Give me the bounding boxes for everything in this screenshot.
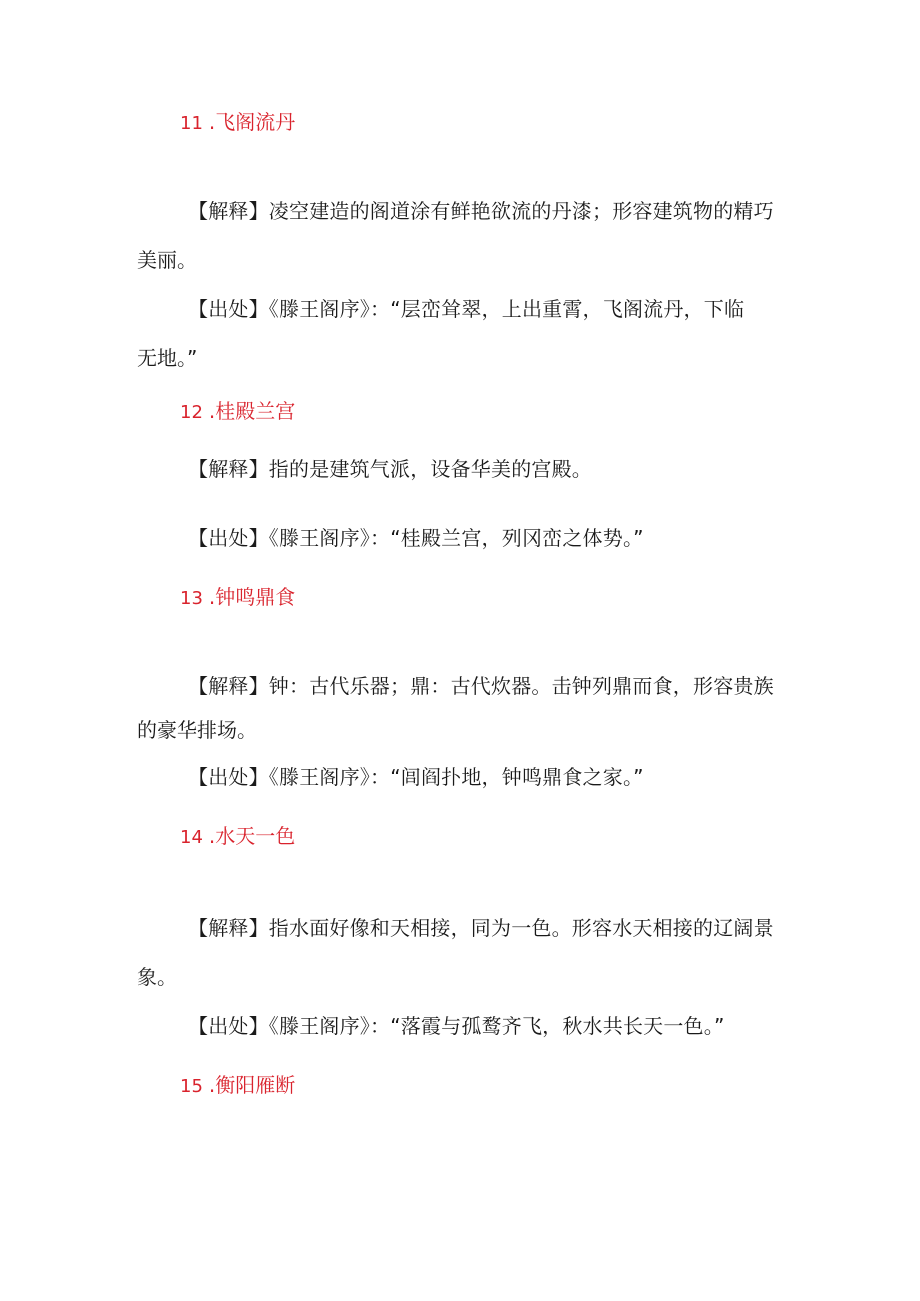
entry-source: 【出处】《滕王阁序》：“层峦耸翠，上出重霄，飞阁流丹，下临 — [188, 297, 745, 321]
entry-number: 11 — [180, 113, 203, 134]
entry-source: 【出处】《滕王阁序》：“桂殿兰宫，列冈峦之体势。” — [188, 526, 644, 550]
entry-number: 12 — [180, 402, 203, 423]
entry-source: 【出处】《滕王阁序》：“闾阎扑地，钟鸣鼎食之家。” — [188, 765, 644, 789]
entry-title: .衡阳雁断 — [208, 1073, 296, 1097]
entry-explanation-continued: 象。 — [137, 965, 177, 989]
entry-number: 15 — [180, 1076, 203, 1097]
entry-title: .桂殿兰宫 — [208, 399, 296, 423]
entry-heading — [180, 585, 295, 611]
entry-number: 14 — [180, 827, 203, 848]
entry-explanation: 【解释】钟：古代乐器；鼎：古代炊器。击钟列鼎而食，形容贵族 — [188, 674, 774, 698]
entry-explanation-continued: 美丽。 — [137, 248, 197, 272]
entry-explanation: 【解释】凌空建造的阁道涂有鲜艳欲流的丹漆；形容建筑物的精巧 — [188, 199, 774, 223]
entry-source: 【出处】《滕王阁序》：“落霞与孤鹜齐飞，秋水共长天一色。” — [188, 1014, 725, 1038]
entry-heading — [180, 1073, 295, 1099]
entry-heading — [180, 399, 295, 425]
entry-source-continued: 无地。” — [137, 346, 198, 370]
entry-title: .飞阁流丹 — [208, 110, 296, 134]
entry-title: .水天一色 — [208, 824, 296, 848]
entry-heading — [180, 824, 295, 850]
entry-explanation: 【解释】指水面好像和天相接，同为一色。形容水天相接的辽阔景 — [188, 916, 774, 940]
entry-title: .钟鸣鼎食 — [208, 585, 296, 609]
entry-heading — [180, 110, 295, 136]
entry-explanation-continued: 的豪华排场。 — [137, 718, 257, 742]
entry-explanation: 【解释】指的是建筑气派，设备华美的宫殿。 — [188, 457, 592, 481]
entry-number: 13 — [180, 588, 203, 609]
